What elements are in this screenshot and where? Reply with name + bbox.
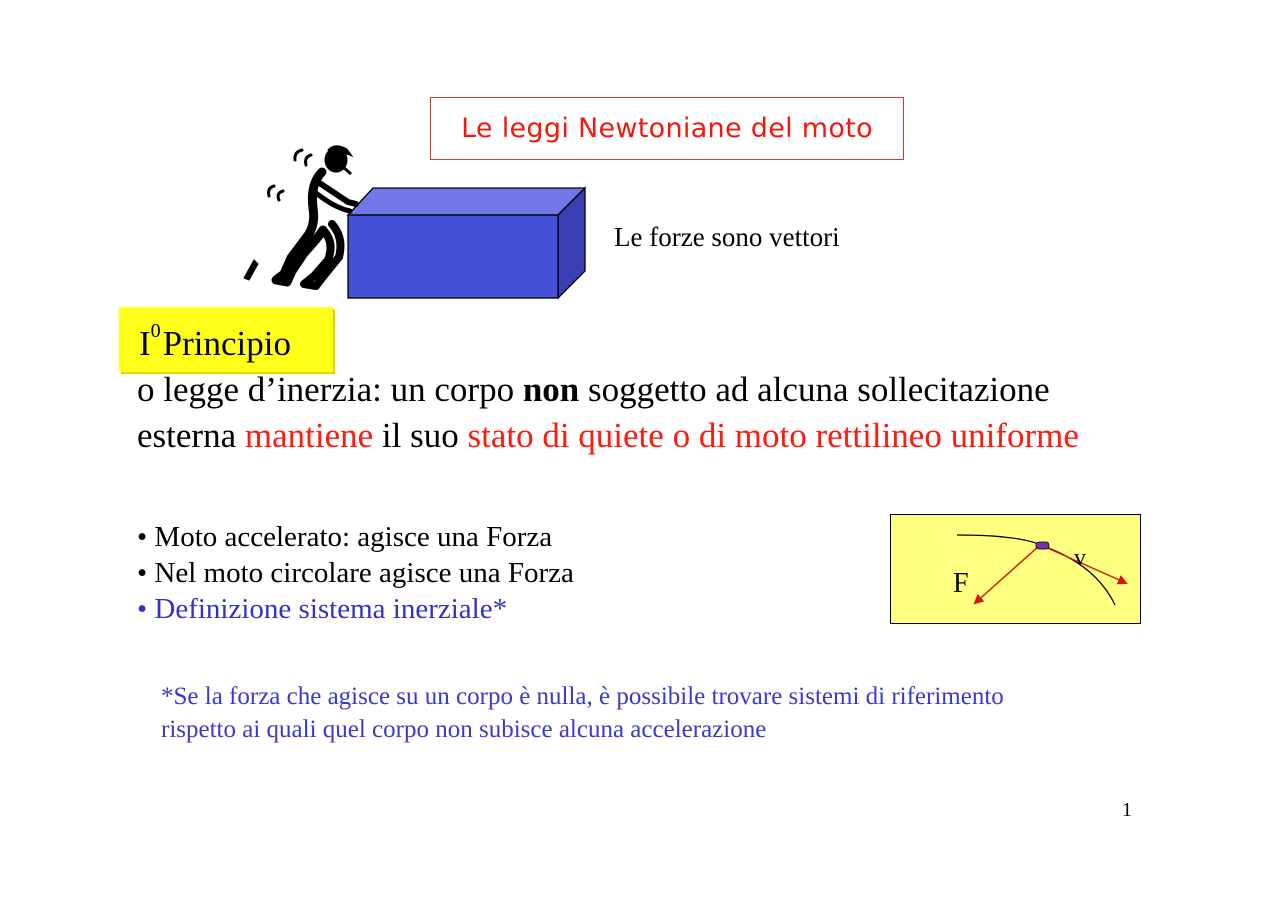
bullet-inertial-system: • Definizione sistema inerziale* (137, 593, 508, 625)
principle-superscript: 0 (150, 320, 161, 342)
velocity-label: v (1074, 545, 1086, 571)
definition-line-1 (137, 370, 1050, 410)
bullet-accelerated-motion: • Moto accelerato: agisce una Forza (137, 521, 553, 553)
force-vector (975, 546, 1039, 603)
definition-line-2 (137, 416, 1079, 456)
definition-emphasis: non (522, 370, 580, 409)
bullet-circular-motion: • Nel moto circolare agisce una Forza (137, 557, 574, 589)
motion-marks (269, 150, 311, 200)
definition-text: o legge d’inerzia: un corpo (137, 370, 523, 409)
page-number: 1 (1122, 799, 1132, 821)
force-label: F (953, 568, 969, 599)
principle-numeral: I (139, 324, 151, 363)
box-front-face (348, 215, 558, 298)
moving-body (1036, 542, 1049, 549)
footnote-line-1: *Se la forza che agisce su un corpo è nulla, è possibile trovare sistemi di riferimento (161, 683, 1004, 710)
definition-text: soggetto ad alcuna sollecitazione (579, 370, 1050, 409)
caption-forces-are-vectors: Le forze sono vettori (614, 222, 840, 252)
diagram-drawing (891, 515, 1142, 625)
definition-text: il suo (373, 416, 468, 455)
definition-highlight: stato di quiete o di moto rettilineo uniforme (467, 416, 1079, 455)
definition-text: esterna (137, 416, 245, 455)
man-silhouette (244, 146, 356, 286)
man-pushing-box-illustration (240, 138, 600, 303)
principle-word: Principio (162, 324, 291, 363)
circular-motion-diagram (890, 514, 1141, 624)
footnote-line-2: rispetto ai quali quel corpo non subisce alcuna accelerazione (161, 716, 767, 743)
slide-title: Le leggi Newtoniane del moto (461, 113, 873, 144)
definition-highlight: mantiene (244, 416, 374, 455)
box-top-face (348, 188, 585, 215)
principle-label (119, 307, 333, 372)
